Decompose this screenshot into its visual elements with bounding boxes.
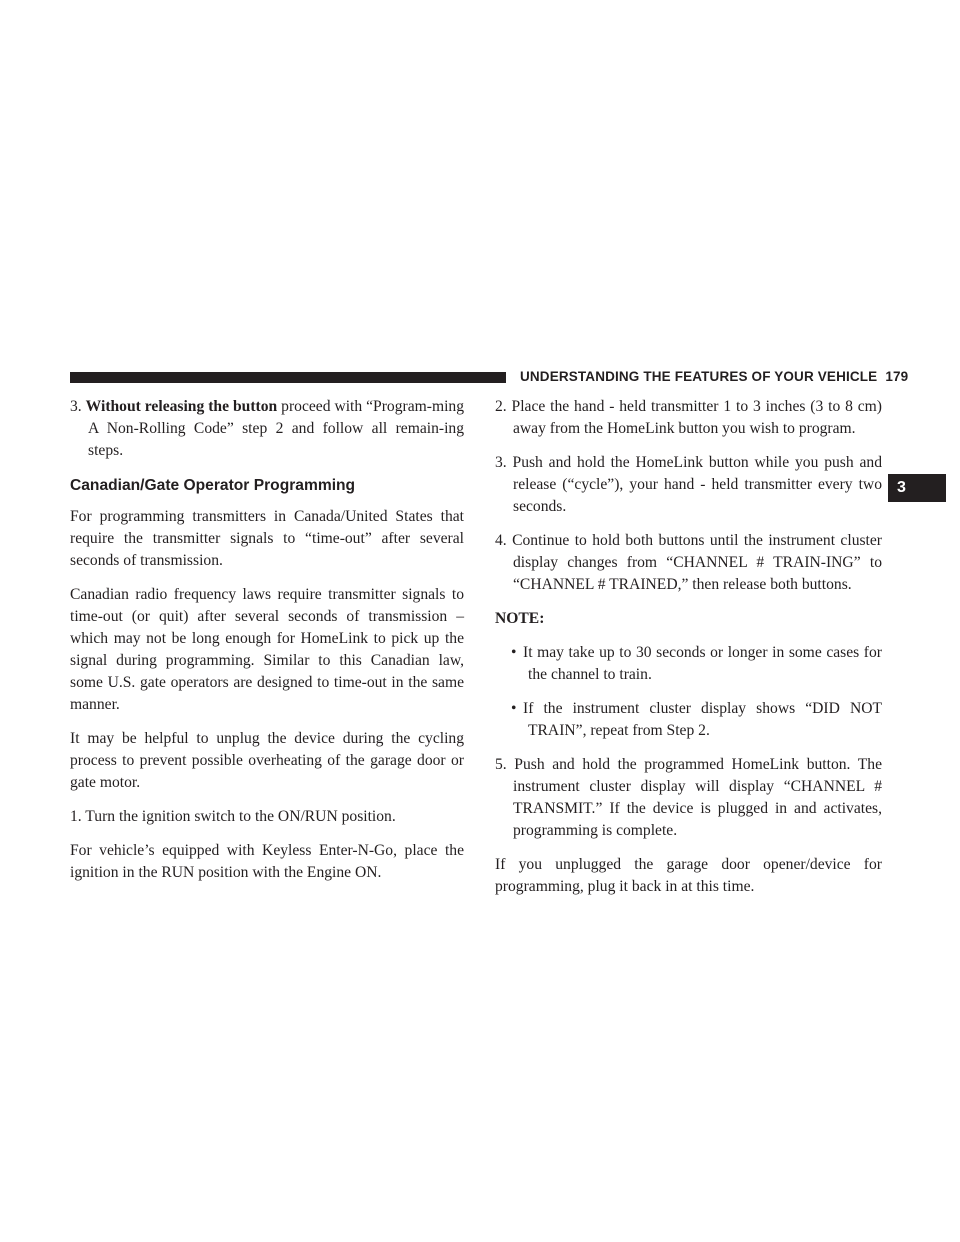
- running-header: [520, 369, 908, 384]
- right-column: [495, 396, 882, 910]
- step-text: proceed with “Program-ming A Non-Rolling Code” step 2 and follow all remain-ing steps.: [88, 398, 465, 459]
- chapter-tab: 3: [888, 474, 946, 502]
- paragraph: It may be helpful to unplug the device during the cycling process to prevent possible overheating of the garage door or gate motor.: [70, 730, 464, 791]
- bullet-text: It may take up to 30 seconds or longer in some cases for the channel to train.: [523, 644, 882, 683]
- step-3: 3. Push and hold the HomeLink button while you push and release (“cycle”), your hand - held transmitter every two seconds.: [495, 454, 882, 515]
- note-bullet: [495, 642, 882, 686]
- step-number: 3.: [70, 398, 82, 415]
- left-column: [70, 396, 464, 896]
- page-number: 179: [885, 369, 909, 384]
- paragraph: For programming transmitters in Canada/United States that require the transmitter signals to “time-out” after several seconds of transmission.: [70, 508, 464, 569]
- note-bullet: [495, 698, 882, 742]
- paragraph: For vehicle’s equipped with Keyless Enter-N-Go, place the ignition in the RUN position with the Engine ON.: [70, 842, 464, 881]
- step-3-continued: [70, 396, 464, 462]
- step-2: 2. Place the hand - held transmitter 1 to 3 inches (3 to 8 cm) away from the HomeLink button you wish to program.: [495, 398, 882, 437]
- paragraph: Canadian radio frequency laws require transmitter signals to time-out (or quit) after several seconds of transmission – which may not be long enough for HomeLink to pick up the signal during programming. Similar to this Canadian law, some U.S. gate operators are designed to time-out in the same manner.: [70, 586, 464, 713]
- step-4: 4. Continue to hold both buttons until the instrument cluster display changes from “CHANNEL # TRAIN-ING” to “CHANNEL # TRAINED,” then release both buttons.: [495, 532, 882, 593]
- closing-paragraph: If you unplugged the garage door opener/device for programming, plug it back in at this time.: [495, 856, 882, 895]
- header-rule: [70, 372, 506, 383]
- section-title: UNDERSTANDING THE FEATURES OF YOUR VEHICLE: [520, 369, 878, 384]
- bullet-icon: •: [511, 700, 517, 717]
- note-label: NOTE:: [495, 610, 545, 627]
- step-5: 5. Push and hold the programmed HomeLink button. The instrument cluster display will display “CHANNEL # TRANSMIT.” If the device is plugged in and activates, programming is complete.: [495, 756, 882, 839]
- step-emphasis: Without releasing the button: [85, 398, 278, 415]
- bullet-icon: •: [511, 644, 517, 661]
- section-heading: Canadian/Gate Operator Programming: [70, 477, 356, 494]
- bullet-text: If the instrument cluster display shows “DID NOT TRAIN”, repeat from Step 2.: [523, 700, 882, 739]
- step-1: 1. Turn the ignition switch to the ON/RUN position.: [70, 808, 396, 825]
